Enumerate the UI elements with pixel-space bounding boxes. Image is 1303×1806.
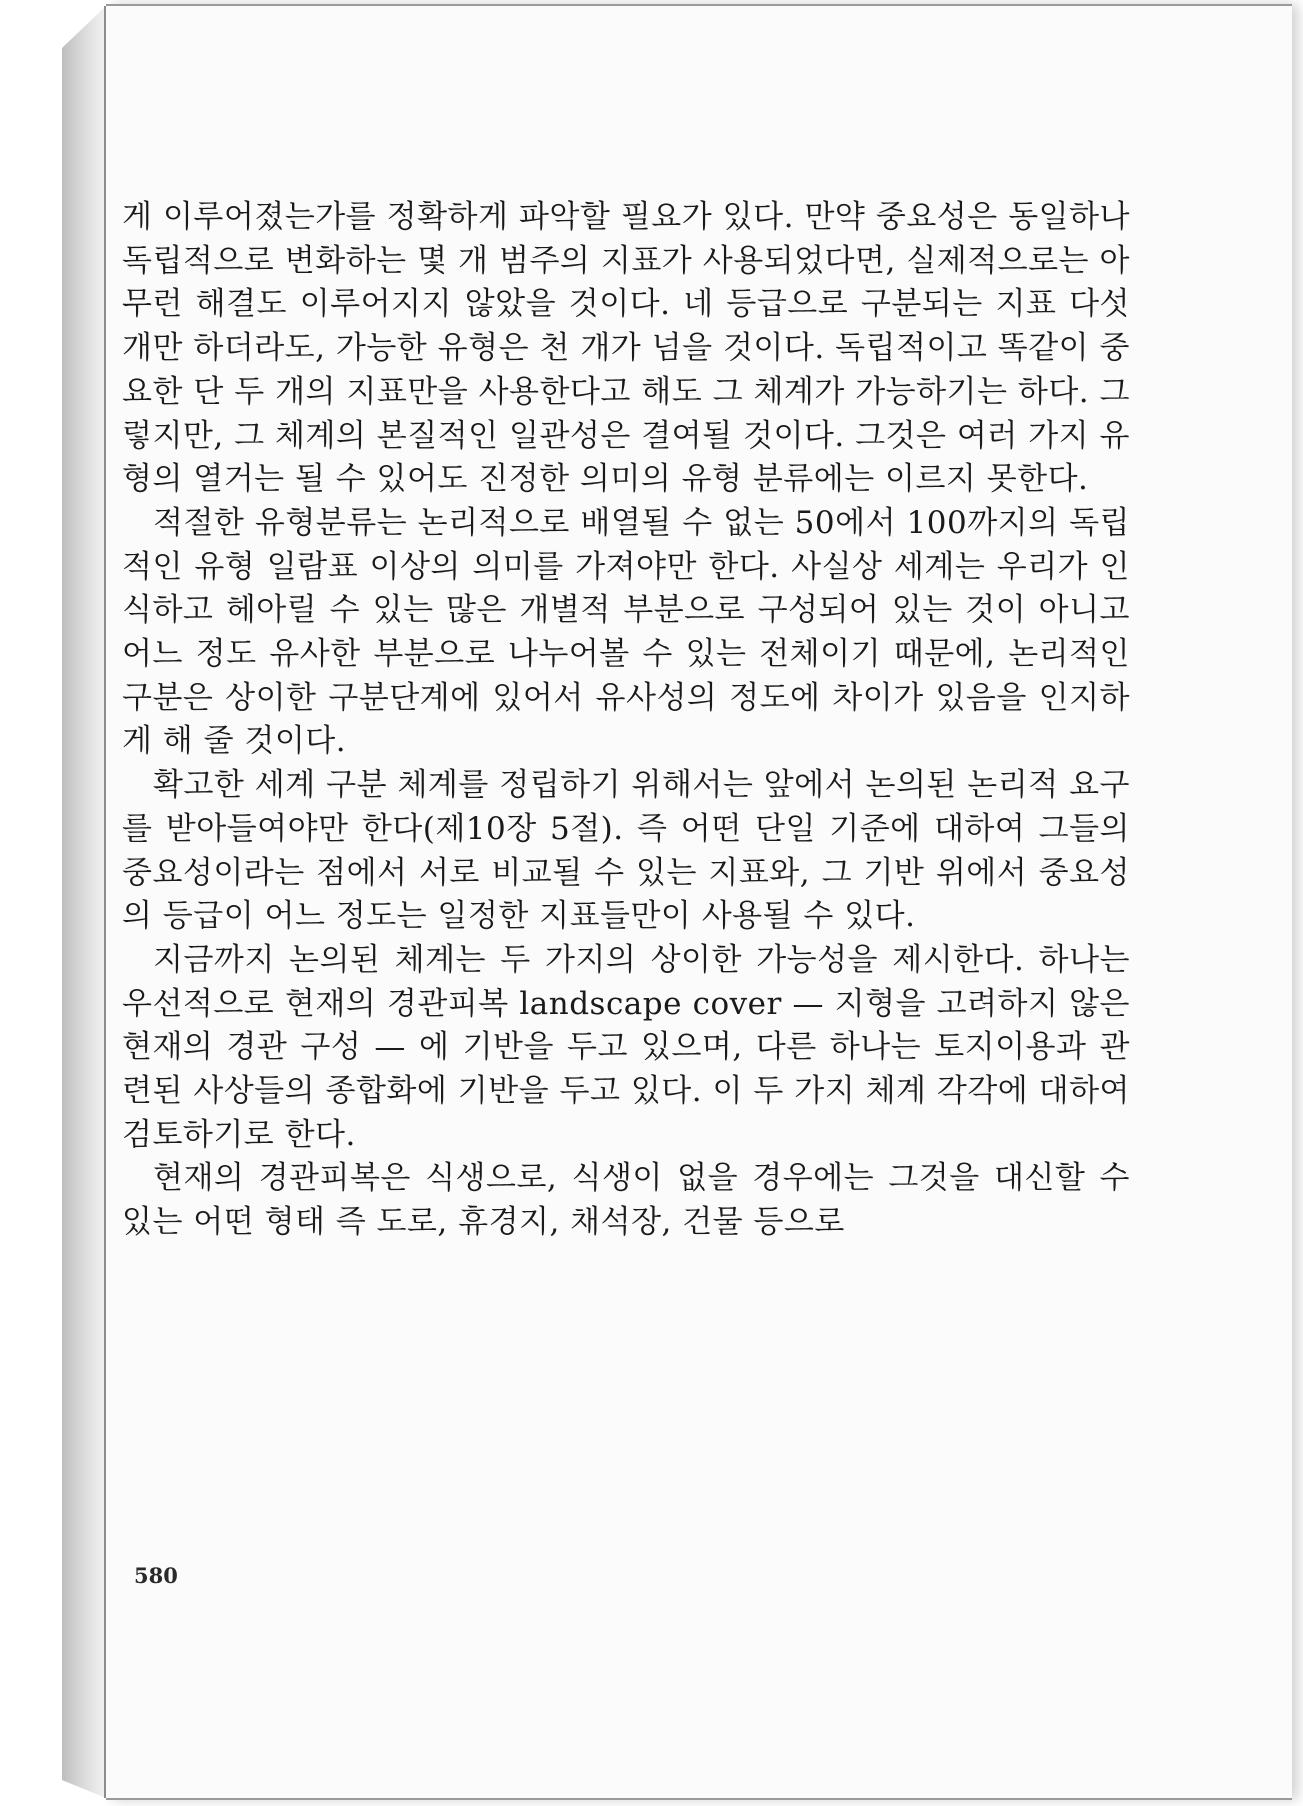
paragraph-1: 게 이루어졌는가를 정확하게 파악할 필요가 있다. 만약 중요성은 동일하나 독립적으로 변화하는 몇 개 범주의 지표가 사용되었다면, 실제적으로는 아무런 해결도 이루어지지 않았을 것이다. 네 등급으로 구분되는 지표 다섯 개만 하더라도, 가능한 유형은 천 개가 넘을 것이다. 독립적이고 똑같이 중요한 단 두 개의 지표만을 사용한다고 해도 그 체계가 가능하기는 하다. 그렇지만, 그 체계의 본질적인 일관성은 결여될 것이다. 그것은 여러 가지 유형의 열거는 될 수 있어도 진정한 의미의 유형 분류에는 이르지 못한다. — [122, 199, 1130, 498]
page-edge-line — [104, 6, 106, 1798]
paragraph-3: 확고한 세계 구분 체계를 정립하기 위해서는 앞에서 논의된 논리적 요구를 받아들여야만 한다(제10장 5절). 즉 어떤 단일 기준에 대하여 그들의 중요성이라는 점에서 서로 비교될 수 있는 지표와, 그 기반 위에서 중요성의 등급이 어느 정도는 일정한 지표들만이 사용될 수 있다. — [122, 767, 1130, 935]
book-spine-edge — [62, 6, 106, 1798]
page-body-text — [122, 196, 1130, 1245]
paragraph-4: 지금까지 논의된 체계는 두 가지의 상이한 가능성을 제시한다. 하나는 우선적으로 현재의 경관피복 landscape cover — 지형을 고려하지 않은 현재의 경관 구성 — 에 기반을 두고 있으며, 다른 하나는 토지이용과 관련된 사상들의 종합화에 기반을 두고 있다. 이 두 가지 체계 각각에 대하여 검토하기로 한다. — [122, 941, 1130, 1153]
page-number: 580 — [134, 1563, 178, 1588]
paragraph-2: 적절한 유형분류는 논리적으로 배열될 수 없는 50에서 100까지의 독립적인 유형 일람표 이상의 의미를 가져야만 한다. 사실상 세계는 우리가 인식하고 헤아릴 수 있는 많은 개별적 부분으로 구성되어 있는 것이 아니고 어느 정도 유사한 부분으로 나누어볼 수 있는 전체이기 때문에, 논리적인 구분은 상이한 구분단계에 있어서 유사성의 정도에 차이가 있음을 인지하게 해 줄 것이다. — [122, 504, 1130, 760]
paragraph-5: 현재의 경관피복은 식생으로, 식생이 없을 경우에는 그것을 대신할 수 있는 어떤 형태 즉 도로, 휴경지, 채석장, 건물 등으로 — [122, 1160, 1130, 1241]
